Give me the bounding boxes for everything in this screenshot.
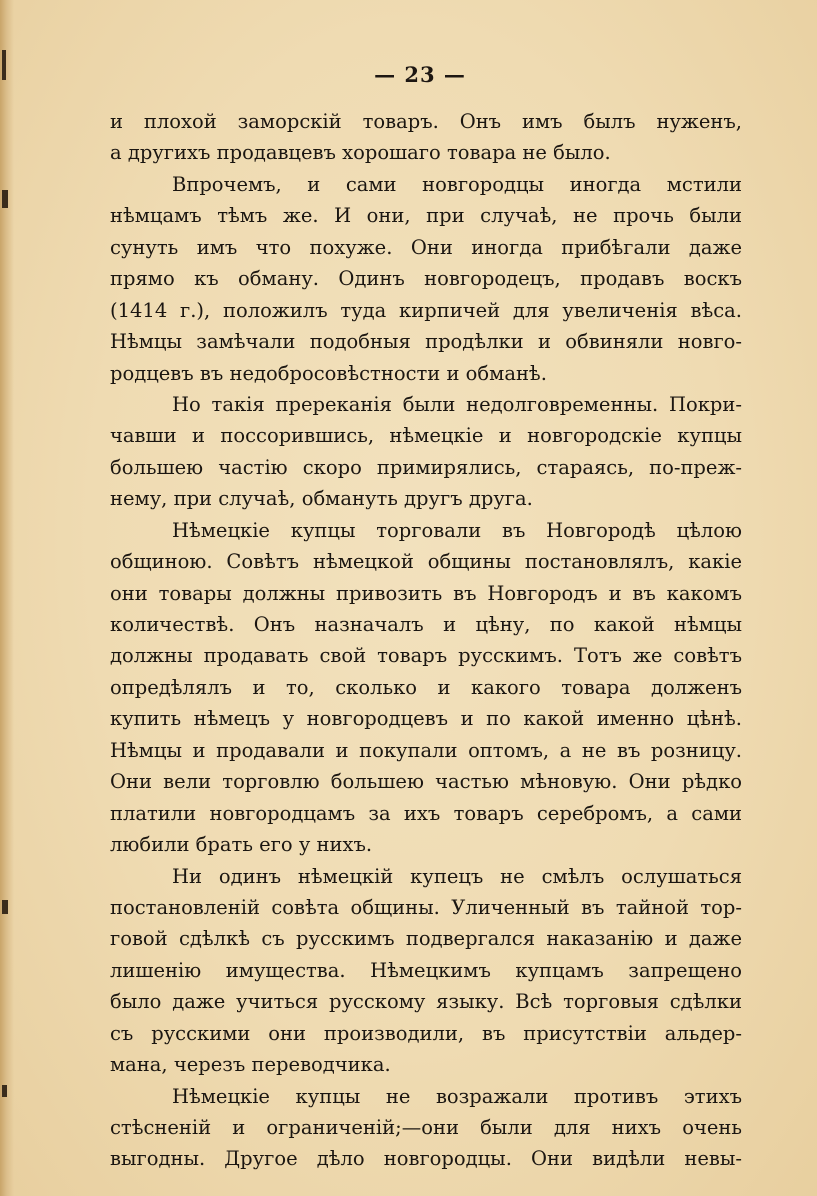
text-line: прямо къ обману. Одинъ новгородецъ, продавъ воскъ (110, 267, 742, 291)
page-number: — 23 — (374, 62, 466, 87)
edge-mark (2, 900, 8, 914)
text-line: Нѣмецкіе купцы не возражали противъ этихъ (172, 1084, 742, 1108)
text-line: большею частію скоро примирялись, стараясь, по-преж- (110, 455, 742, 479)
page-binding-edge (0, 0, 14, 1196)
text-line: нему, при случаѣ, обмануть другъ друга. (110, 487, 533, 511)
body-text (110, 106, 742, 1175)
text-line: Нѣмцы и продавали и покупали оптомъ, а не въ розницу. (110, 738, 742, 762)
text-line: лишенію имущества. Нѣмецкимъ купцамъ запрещено (110, 958, 742, 982)
text-line: родцевъ въ недобросовѣстности и обманѣ. (110, 361, 547, 385)
text-line: любили брать его у нихъ. (110, 833, 373, 857)
text-line: стѣсненій и ограниченій;—они были для нихъ очень (110, 1116, 742, 1139)
text-line: говой сдѣлкѣ съ русскимъ подвергался наказанію и даже (110, 927, 742, 951)
text-line: Впрочемъ, и сами новгородцы иногда мстили (172, 172, 742, 196)
text-line: Но такія пререканія были недолговременны. Покри- (172, 392, 742, 416)
text-line: общиною. Совѣтъ нѣмецкой общины постановлялъ, какіе (110, 550, 742, 574)
text-line: Нѣмцы замѣчали подобныя продѣлки и обвиняли новго- (110, 330, 742, 354)
text-line: постановленій совѣта общины. Уличенный въ тайной тор- (110, 895, 742, 919)
text-line: сунуть имъ что похуже. Они иногда прибѣгали даже (110, 235, 742, 259)
text-line: Ни одинъ нѣмецкій купецъ не смѣлъ ослушаться (172, 864, 742, 888)
text-line: Они вели торговлю большею частью мѣновую. Они рѣдко (110, 770, 742, 794)
text-line: мана, черезъ переводчика. (110, 1053, 391, 1077)
text-line: чавши и поссорившись, нѣмецкіе и новгородскіе купцы (110, 424, 742, 448)
text-line: платили новгородцамъ за ихъ товаръ серебромъ, а сами (110, 801, 742, 825)
text-line: купить нѣмецъ у новгородцевъ и по какой именно цѣнѣ. (110, 707, 742, 731)
text-line: нѣмцамъ тѣмъ же. И они, при случаѣ, не прочь были (110, 204, 742, 228)
text-line: Нѣмецкіе купцы торговали въ Новгородѣ цѣлою (172, 518, 742, 542)
text-line: а другихъ продавцевъ хорошаго товара не было. (110, 141, 611, 165)
text-line: и плохой заморскій товаръ. Онъ имъ былъ нуженъ, (110, 110, 742, 133)
text-line: опредѣлялъ и то, сколько и какого товара долженъ (110, 675, 742, 699)
text-line: они товары должны привозить въ Новгородъ и въ какомъ (110, 581, 742, 605)
edge-mark (2, 190, 8, 208)
text-line: было даже учиться русскому языку. Всѣ торговыя сдѣлки (110, 990, 742, 1014)
text-line: съ русскими они производили, въ присутствіи альдер- (110, 1021, 742, 1045)
text-line: выгодны. Другое дѣло новгородцы. Они видѣли невы- (110, 1147, 742, 1171)
text-line: должны продавать свой товаръ русскимъ. Тотъ же совѣтъ (110, 644, 742, 668)
text-line: (1414 г.), положилъ туда кирпичей для увеличенія вѣса. (110, 298, 742, 322)
edge-mark (2, 1085, 7, 1097)
text-line: количествѣ. Онъ назначалъ и цѣну, по какой нѣмцы (110, 613, 742, 636)
